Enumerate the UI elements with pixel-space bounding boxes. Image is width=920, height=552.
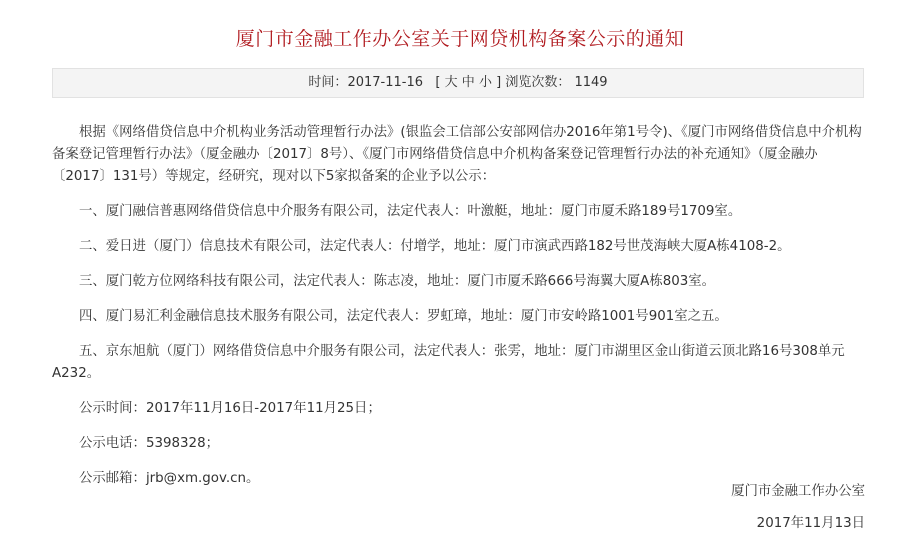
views-count: 1149 <box>574 75 608 90</box>
bracket-open: [ <box>435 75 441 90</box>
company-item-4: 四、厦门易汇利金融信息技术服务有限公司，法定代表人：罗虹璋，地址：厦门市安岭路1001号901室之五。 <box>79 309 728 324</box>
time-label: 时间： <box>308 75 348 90</box>
publish-date: 2017-11-16 <box>347 75 423 90</box>
intro-paragraph: 根据《网络借贷信息中介机构业务活动管理暂行办法》(银监会工信部公安部网信办2016年第1号令)、《厦门市网络借贷信息中介机构备案登记管理暂行办法》（厦金融办〔2017〕8号）、《厦门市网络借贷信息中介机构备案登记管理暂行办法的补充通知》（厦金融办〔2017〕131号）等规定，经研究，现对以下5家拟备案的企业予以公示： <box>52 125 862 184</box>
bracket-close: ] <box>496 75 502 90</box>
page-title: 厦门市金融工作办公室关于网贷机构备案公示的通知 <box>235 28 685 50</box>
meta-bar <box>52 68 864 98</box>
article-body <box>52 122 864 490</box>
company-item-3: 三、厦门乾方位网络科技有限公司，法定代表人：陈志凌，地址：厦门市厦禾路666号海翼大厦A栋803室。 <box>79 274 716 289</box>
views-label: 浏览次数： <box>505 75 571 90</box>
company-item-5: 五、京东旭航（厦门）网络借贷信息中介服务有限公司，法定代表人：张雱，地址：厦门市湖里区金山街道云顶北路16号308单元A232。 <box>52 344 845 381</box>
font-size-small-button[interactable]: 小 <box>478 75 492 90</box>
company-item-2: 二、爱日进（厦门）信息技术有限公司，法定代表人：付增学，地址：厦门市演武西路182号世茂海峡大厦A栋4108-2。 <box>79 239 791 254</box>
signature-date: 2017年11月13日 <box>756 516 865 531</box>
signature: 厦门市金融工作办公室 <box>731 484 865 499</box>
publicity-phone: 公示电话：5398328； <box>79 436 219 451</box>
font-size-large-button[interactable]: 大 <box>444 75 458 90</box>
font-size-medium-button[interactable]: 中 <box>461 75 475 90</box>
company-item-1: 一、厦门融信普惠网络借贷信息中介服务有限公司，法定代表人：叶激艇，地址：厦门市厦禾路189号1709室。 <box>79 204 742 219</box>
publicity-period: 公示时间：2017年11月16日-2017年11月25日； <box>79 401 381 416</box>
publicity-email: 公示邮箱：jrb@xm.gov.cn。 <box>79 471 260 486</box>
